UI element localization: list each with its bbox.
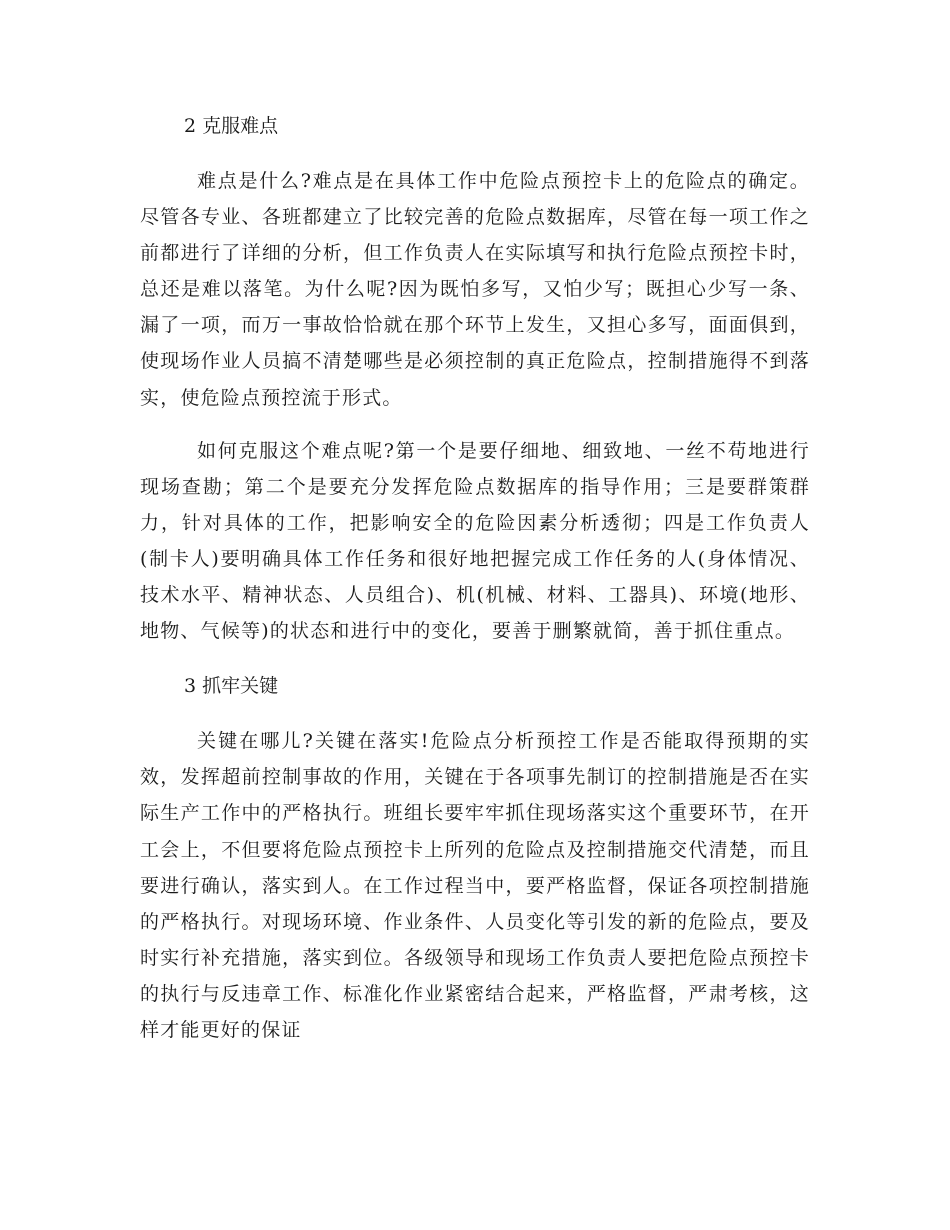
paragraph-key-is-implementation: 关键在哪儿?关键在落实!危险点分析预控工作是否能取得预期的实效，发挥超前控制事故的作用，关键在于各项事先制订的控制措施是否在实际生产工作中的严格执行。班组长要牢牢抓住现场落实这个重要环节，在开工会上，不但要将危险点预控卡上所列的危险点及控制措施交代清楚，而且要进行确认，落实到人。在工作过程当中，要严格监督，保证各项控制措施的严格执行。对现场环境、作业条件、人员变化等引发的新的危险点，要及时实行补充措施，落实到位。各级领导和现场工作负责人要把危险点预控卡的执行与反违章工作、标准化作业紧密结合起来，严格监督，严肃考核，这样才能更好的保证 [140,730,810,1041]
section-heading-overcome-difficulties: 2 克服难点 [184,115,279,137]
document-body [140,108,810,1048]
paragraph-how-to-overcome: 如何克服这个难点呢?第一个是要仔细地、细致地、一丝不苟地进行现场查勘；第二个是要充分发挥危险点数据库的指导作用；三是要群策群力，针对具体的工作，把影响安全的危险因素分析透彻；四是工作负责人(制卡人)要明确具体工作任务和很好地把握完成工作任务的人(身体情况、技术水平、精神状态、人员组合)、机(机械、材料、工器具)、环境(地形、地物、气候等)的状态和进行中的变化，要善于删繁就简，善于抓住重点。 [140,439,810,643]
section-heading-grasp-key: 3 抓牢关键 [184,675,279,698]
paragraph-what-is-difficulty: 难点是什么?难点是在具体工作中危险点预控卡上的危险点的确定。尽管各专业、各班都建立了比较完善的危险点数据库，尽管在每一项工作之前都进行了详细的分析，但工作负责人在实际填写和执行危险点预控卡时，总还是难以落笔。为什么呢?因为既怕多写，又怕少写；既担心少写一条、漏了一项，而万一事故恰恰就在那个环节上发生，又担心多写，面面俱到，使现场作业人员搞不清楚哪些是必须控制的真正危险点，控制措施得不到落实，使危险点预控流于形式。 [140,170,810,409]
